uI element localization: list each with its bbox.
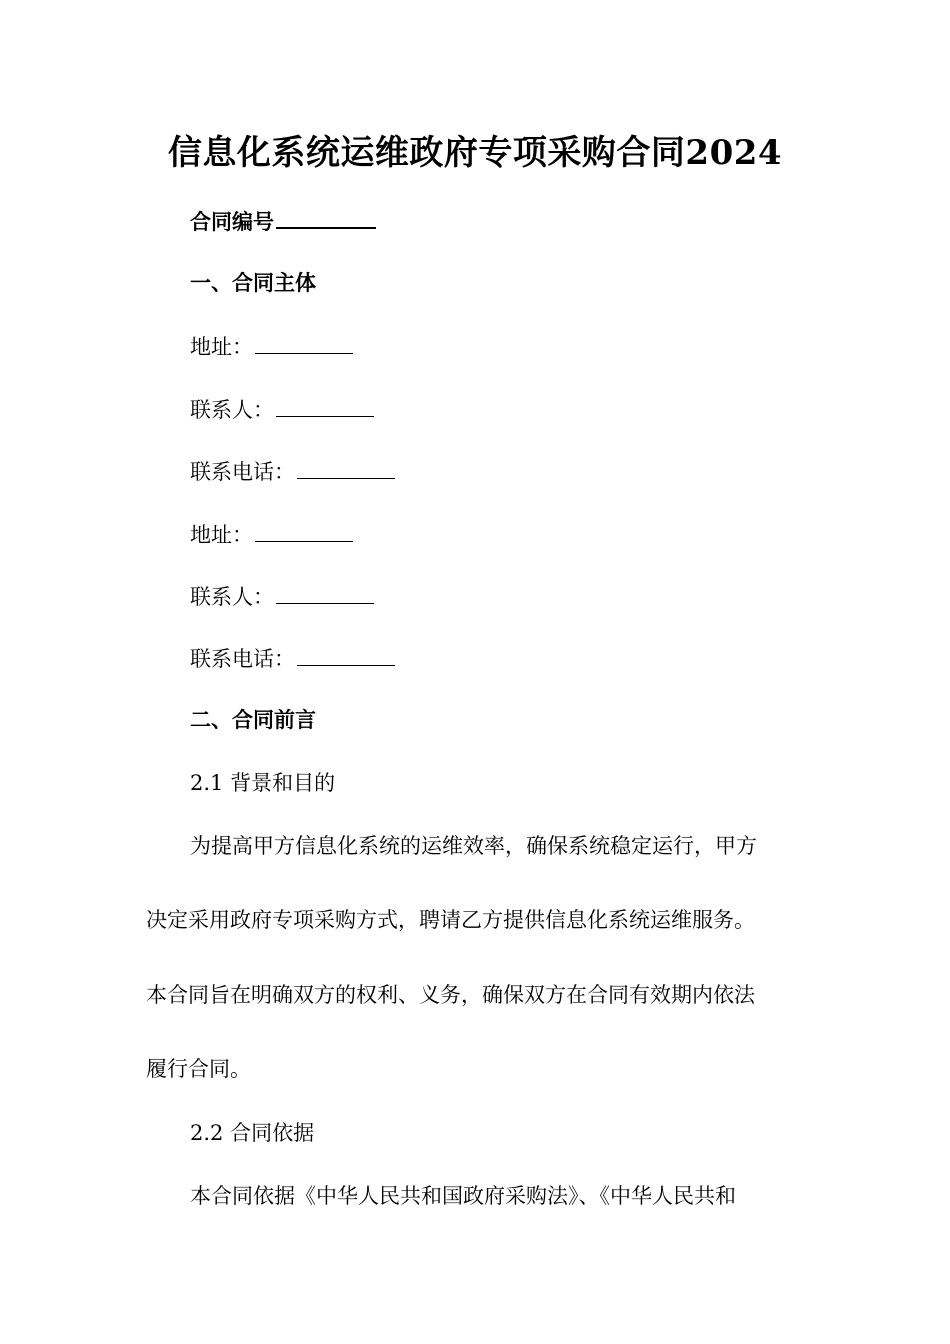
paragraph-line: 履行合同。	[146, 1057, 251, 1081]
party-b-contact-row	[190, 581, 374, 612]
party-a-contact-blank[interactable]	[276, 394, 374, 417]
document-title: 信息化系统运维政府专项采购合同2024	[167, 133, 783, 173]
party-b-contact-blank[interactable]	[276, 581, 374, 604]
party-b-phone-blank[interactable]	[297, 643, 395, 666]
party-b-address-row	[190, 519, 353, 550]
party-b-contact-label: 联系人：	[190, 585, 274, 609]
party-a-address-blank[interactable]	[255, 331, 353, 354]
section1-heading: 一、合同主体	[190, 270, 316, 295]
party-a-address-label: 地址：	[190, 335, 253, 359]
contract-number-row	[190, 205, 376, 237]
subsection-2-1-heading: 2.1 背景和目的	[190, 771, 336, 795]
paragraph-line: 本合同依据《中华人民共和国政府采购法》、《中华人民共和	[190, 1184, 736, 1208]
party-a-phone-blank[interactable]	[297, 456, 395, 479]
contract-number-blank[interactable]	[276, 205, 376, 229]
subsection-2-2-heading: 2.2 合同依据	[190, 1121, 315, 1145]
contract-number-label: 合同编号	[190, 209, 274, 234]
party-b-phone-label: 联系电话：	[190, 647, 295, 671]
paragraph-line: 为提高甲方信息化系统的运维效率，确保系统稳定运行，甲方	[190, 834, 757, 858]
party-a-address-row	[190, 331, 353, 362]
party-b-address-label: 地址：	[190, 523, 253, 547]
party-a-phone-label: 联系电话：	[190, 460, 295, 484]
party-a-phone-row	[190, 456, 395, 487]
paragraph-line: 本合同旨在明确双方的权利、义务，确保双方在合同有效期内依法	[146, 983, 755, 1007]
paragraph-line: 决定采用政府专项采购方式，聘请乙方提供信息化系统运维服务。	[146, 908, 755, 932]
party-b-phone-row	[190, 643, 395, 674]
section2-heading: 二、合同前言	[190, 707, 316, 732]
party-a-contact-row	[190, 394, 374, 425]
party-b-address-blank[interactable]	[255, 519, 353, 542]
party-a-contact-label: 联系人：	[190, 398, 274, 422]
